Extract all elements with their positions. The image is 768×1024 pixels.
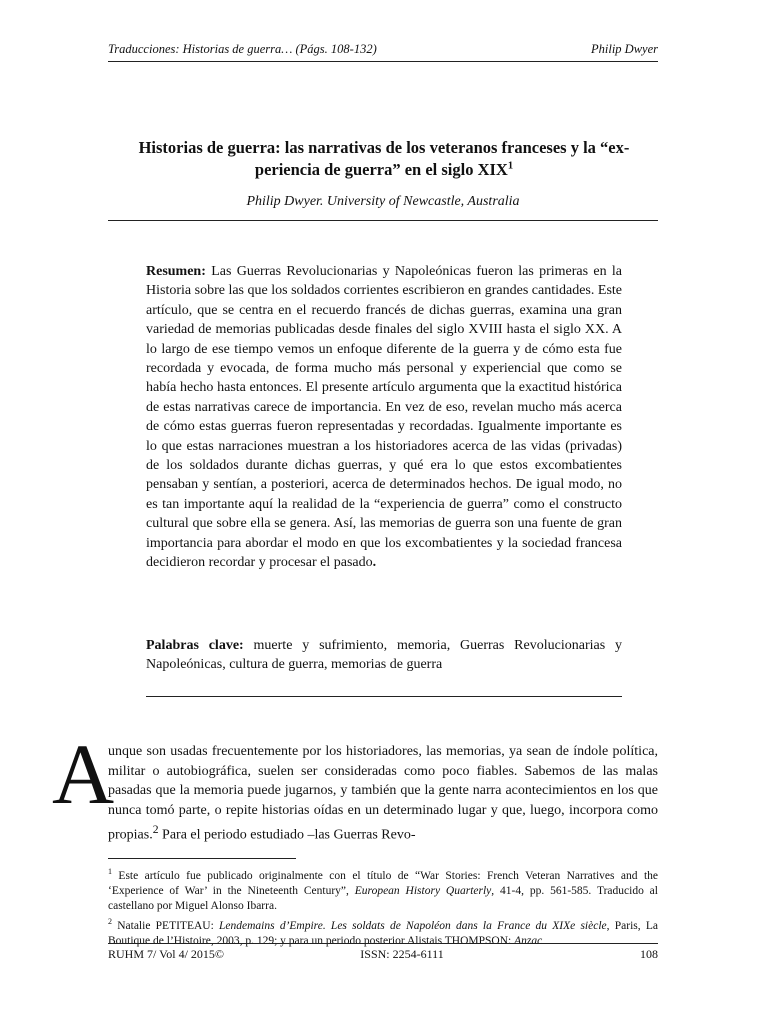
abstract-label: Resumen: <box>146 264 206 279</box>
footnote-rule <box>108 858 296 859</box>
footnote-1-text-b: , 41-4, pp. 561-585. Traducido al castellano por Miguel Alonso Ibarra. <box>108 884 658 912</box>
footnotes <box>108 864 658 949</box>
footnote-1-num: 1 <box>108 867 112 876</box>
abstract-text: Las Guerras Revolucionarias y Napoleónicas fueron las primeras en la Historia sobre las que los soldados corrientes escribieron en grandes cantidades. Este artículo, que se centra en el recuerdo francés de dichas guerras, examina una gran variedad de memorias publicadas desde finales del siglo XVIII hasta el siglo XX. A lo largo de ese tiempo vemos un enfoque diferente de la guerra y de cómo esta fue recordada y evocada, de forma mucho más personal y experiencial que como se había hecho hasta entonces. El presente artículo argumenta que la exactitud histórica de estas narrativas carece de importancia. En vez de eso, revelan mucho más acerca de cómo estas guerras fueron representadas y recordadas. Igualmente importante es lo que estas narraciones muestran a los historiadores acerca de las vidas (privadas) de los soldados durante dichas guerras, y qué era lo que estos excombatientes pensaban y sentían, a posteriori, acerca de determinados hechos. De igual modo, no es tan importante aquí la realidad de la “experiencia de guerra” como el constructo cultural que sobre ella se genera. Así, las memorias de guerra son una fuente de gran importancia para abordar el modo en que los excombatientes y la sociedad francesa decidieron recordar y procesar el pasado <box>146 264 622 571</box>
footnote-1-journal: European History Quarterly <box>354 884 492 897</box>
running-header <box>108 42 658 57</box>
page-footer <box>108 947 658 962</box>
abstract-rule <box>146 696 622 697</box>
title-footnote-ref[interactable]: 1 <box>507 160 514 172</box>
author-line: Philip Dwyer. University of Newcastle, Australia <box>246 194 520 209</box>
footer-issn: ISSN: 2254-6111 <box>360 947 444 961</box>
abstract-final-period: . <box>372 555 377 571</box>
keywords-label: Palabras clave: <box>146 638 244 653</box>
keywords <box>146 636 622 675</box>
header-rule <box>108 61 658 62</box>
footnote-2-num: 2 <box>108 916 112 926</box>
article-title <box>115 137 653 181</box>
footnote-1 <box>108 864 658 914</box>
title-rule <box>108 220 658 221</box>
keywords-text: muerte y sufrimiento, memoria, Guerras Revolucionarias y Napoleónicas, cultura de guerra, memorias de guerra <box>146 638 622 673</box>
page-number: 108 <box>639 947 658 961</box>
body-text-part2: Para el periodo estudiado –las Guerras Revo- <box>158 828 416 844</box>
body-footnote-ref[interactable]: 2 <box>152 823 159 837</box>
footnote-2-text-b: , Paris, La Boutique de l’Histoire, 2003, p. 129; y para un periodo posterior Alistais THOMPSON: <box>108 919 658 947</box>
body-text-part1: unque son usadas frecuentemente por los historiadores, las memorias, ya sean de índole política, militar o autobiográfica, suelen ser consideradas como poco fiables. Sabemos de las malas pasadas que la memoria puede jugarnos, y también que la gente narra acontecimientos en los que nunca tomó parte, o repite historias oídas en un determinado lugar y que, luego, incorpora como propias. <box>108 744 658 844</box>
footer-journal: RUHM 7/ Vol 4/ 2015© <box>108 947 225 961</box>
running-header-left: Traducciones: Historias de guerra… (Págs. 108-132) <box>108 42 377 56</box>
drop-cap: A <box>52 726 115 822</box>
abstract <box>146 262 622 573</box>
running-header-right: Philip Dwyer <box>590 42 658 56</box>
article-title-text: Historias de guerra: las narrativas de los veteranos franceses y la “ex-periencia de guerra” en el siglo XIX <box>138 138 630 179</box>
body-paragraph <box>108 742 658 846</box>
footnote-2-text-a: Natalie PETITEAU: <box>112 919 220 932</box>
footnote-2-book-title: Lendemains d’Empire. Les soldats de Napoléon dans la France du XIXe siècle <box>219 919 607 932</box>
footnote-1-text-a: Este artículo fue publicado originalmente con el título de “War Stories: French Veteran Narratives and the ‘Experience of War’ in the Nineteenth Century”, <box>108 869 658 897</box>
footer-rule <box>108 943 658 944</box>
footnote-2-book-title-2: Anzac <box>514 934 543 947</box>
